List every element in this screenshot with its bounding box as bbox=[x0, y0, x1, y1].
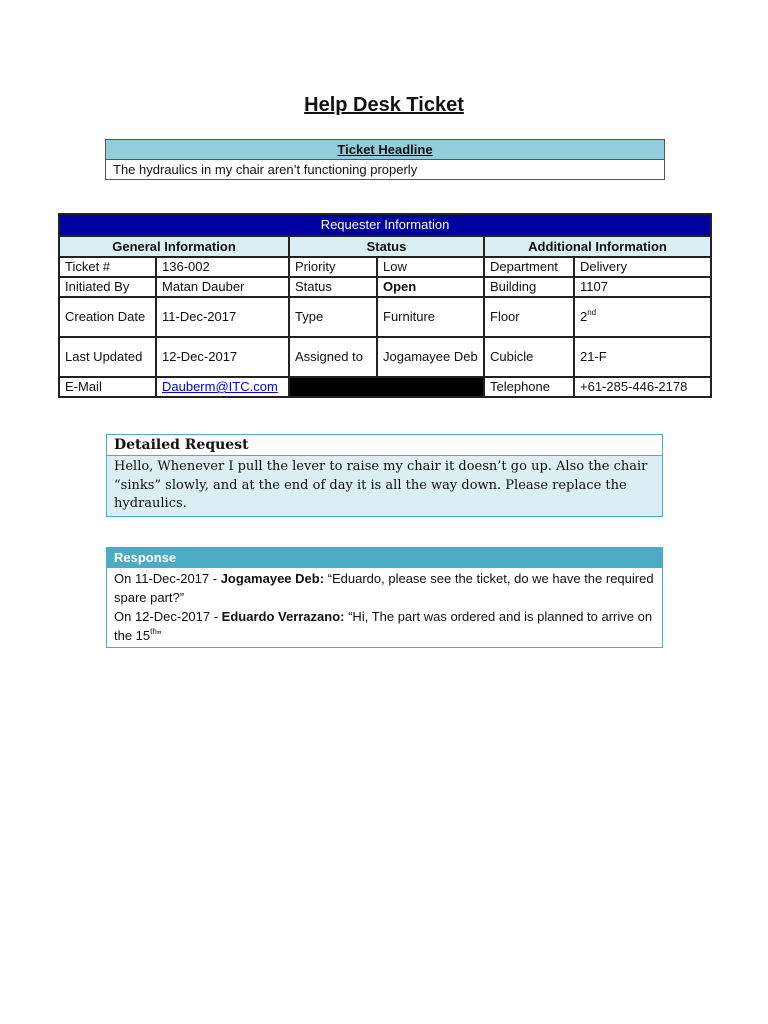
creation-date-value: 11-Dec-2017 bbox=[156, 297, 289, 337]
priority-value: Low bbox=[377, 257, 484, 277]
initiated-by-value: Matan Dauber bbox=[156, 277, 289, 297]
assigned-to-value: Jogamayee Deb bbox=[377, 337, 484, 377]
table-row bbox=[59, 257, 711, 277]
floor-label: Floor bbox=[484, 297, 574, 337]
last-updated-value: 12-Dec-2017 bbox=[156, 337, 289, 377]
page-title: Help Desk Ticket bbox=[304, 94, 464, 116]
ticket-number-label: Ticket # bbox=[59, 257, 156, 277]
blank-cell bbox=[289, 377, 484, 397]
email-value bbox=[156, 377, 289, 397]
response-author: Jogamayee Deb: bbox=[220, 571, 325, 586]
detailed-request-box bbox=[106, 434, 663, 517]
department-value: Delivery bbox=[574, 257, 711, 277]
response-entry: On 12-Dec-2017 - Eduardo Verrazano: “Hi, The part was ordered and is planned to arrive on the 15th” bbox=[114, 609, 653, 643]
email-link[interactable]: Dauberm@ITC.com bbox=[162, 379, 278, 394]
type-label: Type bbox=[289, 297, 377, 337]
response-label: Response bbox=[107, 548, 662, 568]
status-value: Open bbox=[377, 277, 484, 297]
cubicle-value: 21-F bbox=[574, 337, 711, 377]
department-label: Department bbox=[484, 257, 574, 277]
building-value: 1107 bbox=[574, 277, 711, 297]
response-entry: On 11-Dec-2017 - Jogamayee Deb: “Eduardo, please see the ticket, do we have the required spare part?” bbox=[114, 571, 654, 605]
table-row bbox=[59, 377, 711, 397]
last-updated-label: Last Updated bbox=[59, 337, 156, 377]
assigned-to-label: Assigned to bbox=[289, 337, 377, 377]
table-row bbox=[59, 297, 711, 337]
detailed-request-label: Detailed Request bbox=[107, 435, 662, 456]
status-label: Status bbox=[289, 277, 377, 297]
building-label: Building bbox=[484, 277, 574, 297]
table-row bbox=[59, 337, 711, 377]
ticket-headline-label: Ticket Headline bbox=[106, 140, 664, 160]
ticket-number-value: 136-002 bbox=[156, 257, 289, 277]
ticket-headline-box bbox=[105, 139, 665, 180]
email-label: E-Mail bbox=[59, 377, 156, 397]
creation-date-label: Creation Date bbox=[59, 297, 156, 337]
response-author: Eduardo Verrazano: bbox=[221, 609, 345, 624]
priority-label: Priority bbox=[289, 257, 377, 277]
telephone-label: Telephone bbox=[484, 377, 574, 397]
additional-information-header: Additional Information bbox=[484, 236, 711, 257]
response-body bbox=[107, 568, 662, 647]
table-row bbox=[59, 277, 711, 297]
requester-information-table bbox=[58, 213, 712, 398]
cubicle-label: Cubicle bbox=[484, 337, 574, 377]
requester-information-header: Requester Information bbox=[59, 214, 711, 236]
initiated-by-label: Initiated By bbox=[59, 277, 156, 297]
status-section-header: Status bbox=[289, 236, 484, 257]
telephone-value: +61-285-446-2178 bbox=[574, 377, 711, 397]
general-information-header: General Information bbox=[59, 236, 289, 257]
floor-value: 2nd bbox=[574, 297, 711, 337]
detailed-request-text: Hello, Whenever I pull the lever to raise my chair it doesn’t go up. Also the chair “sinks” slowly, and at the end of day it is all the way down. Please replace the hydraulics. bbox=[107, 456, 662, 516]
type-value: Furniture bbox=[377, 297, 484, 337]
ticket-headline-text: The hydraulics in my chair aren’t functioning properly bbox=[113, 162, 418, 177]
response-box bbox=[106, 547, 663, 648]
